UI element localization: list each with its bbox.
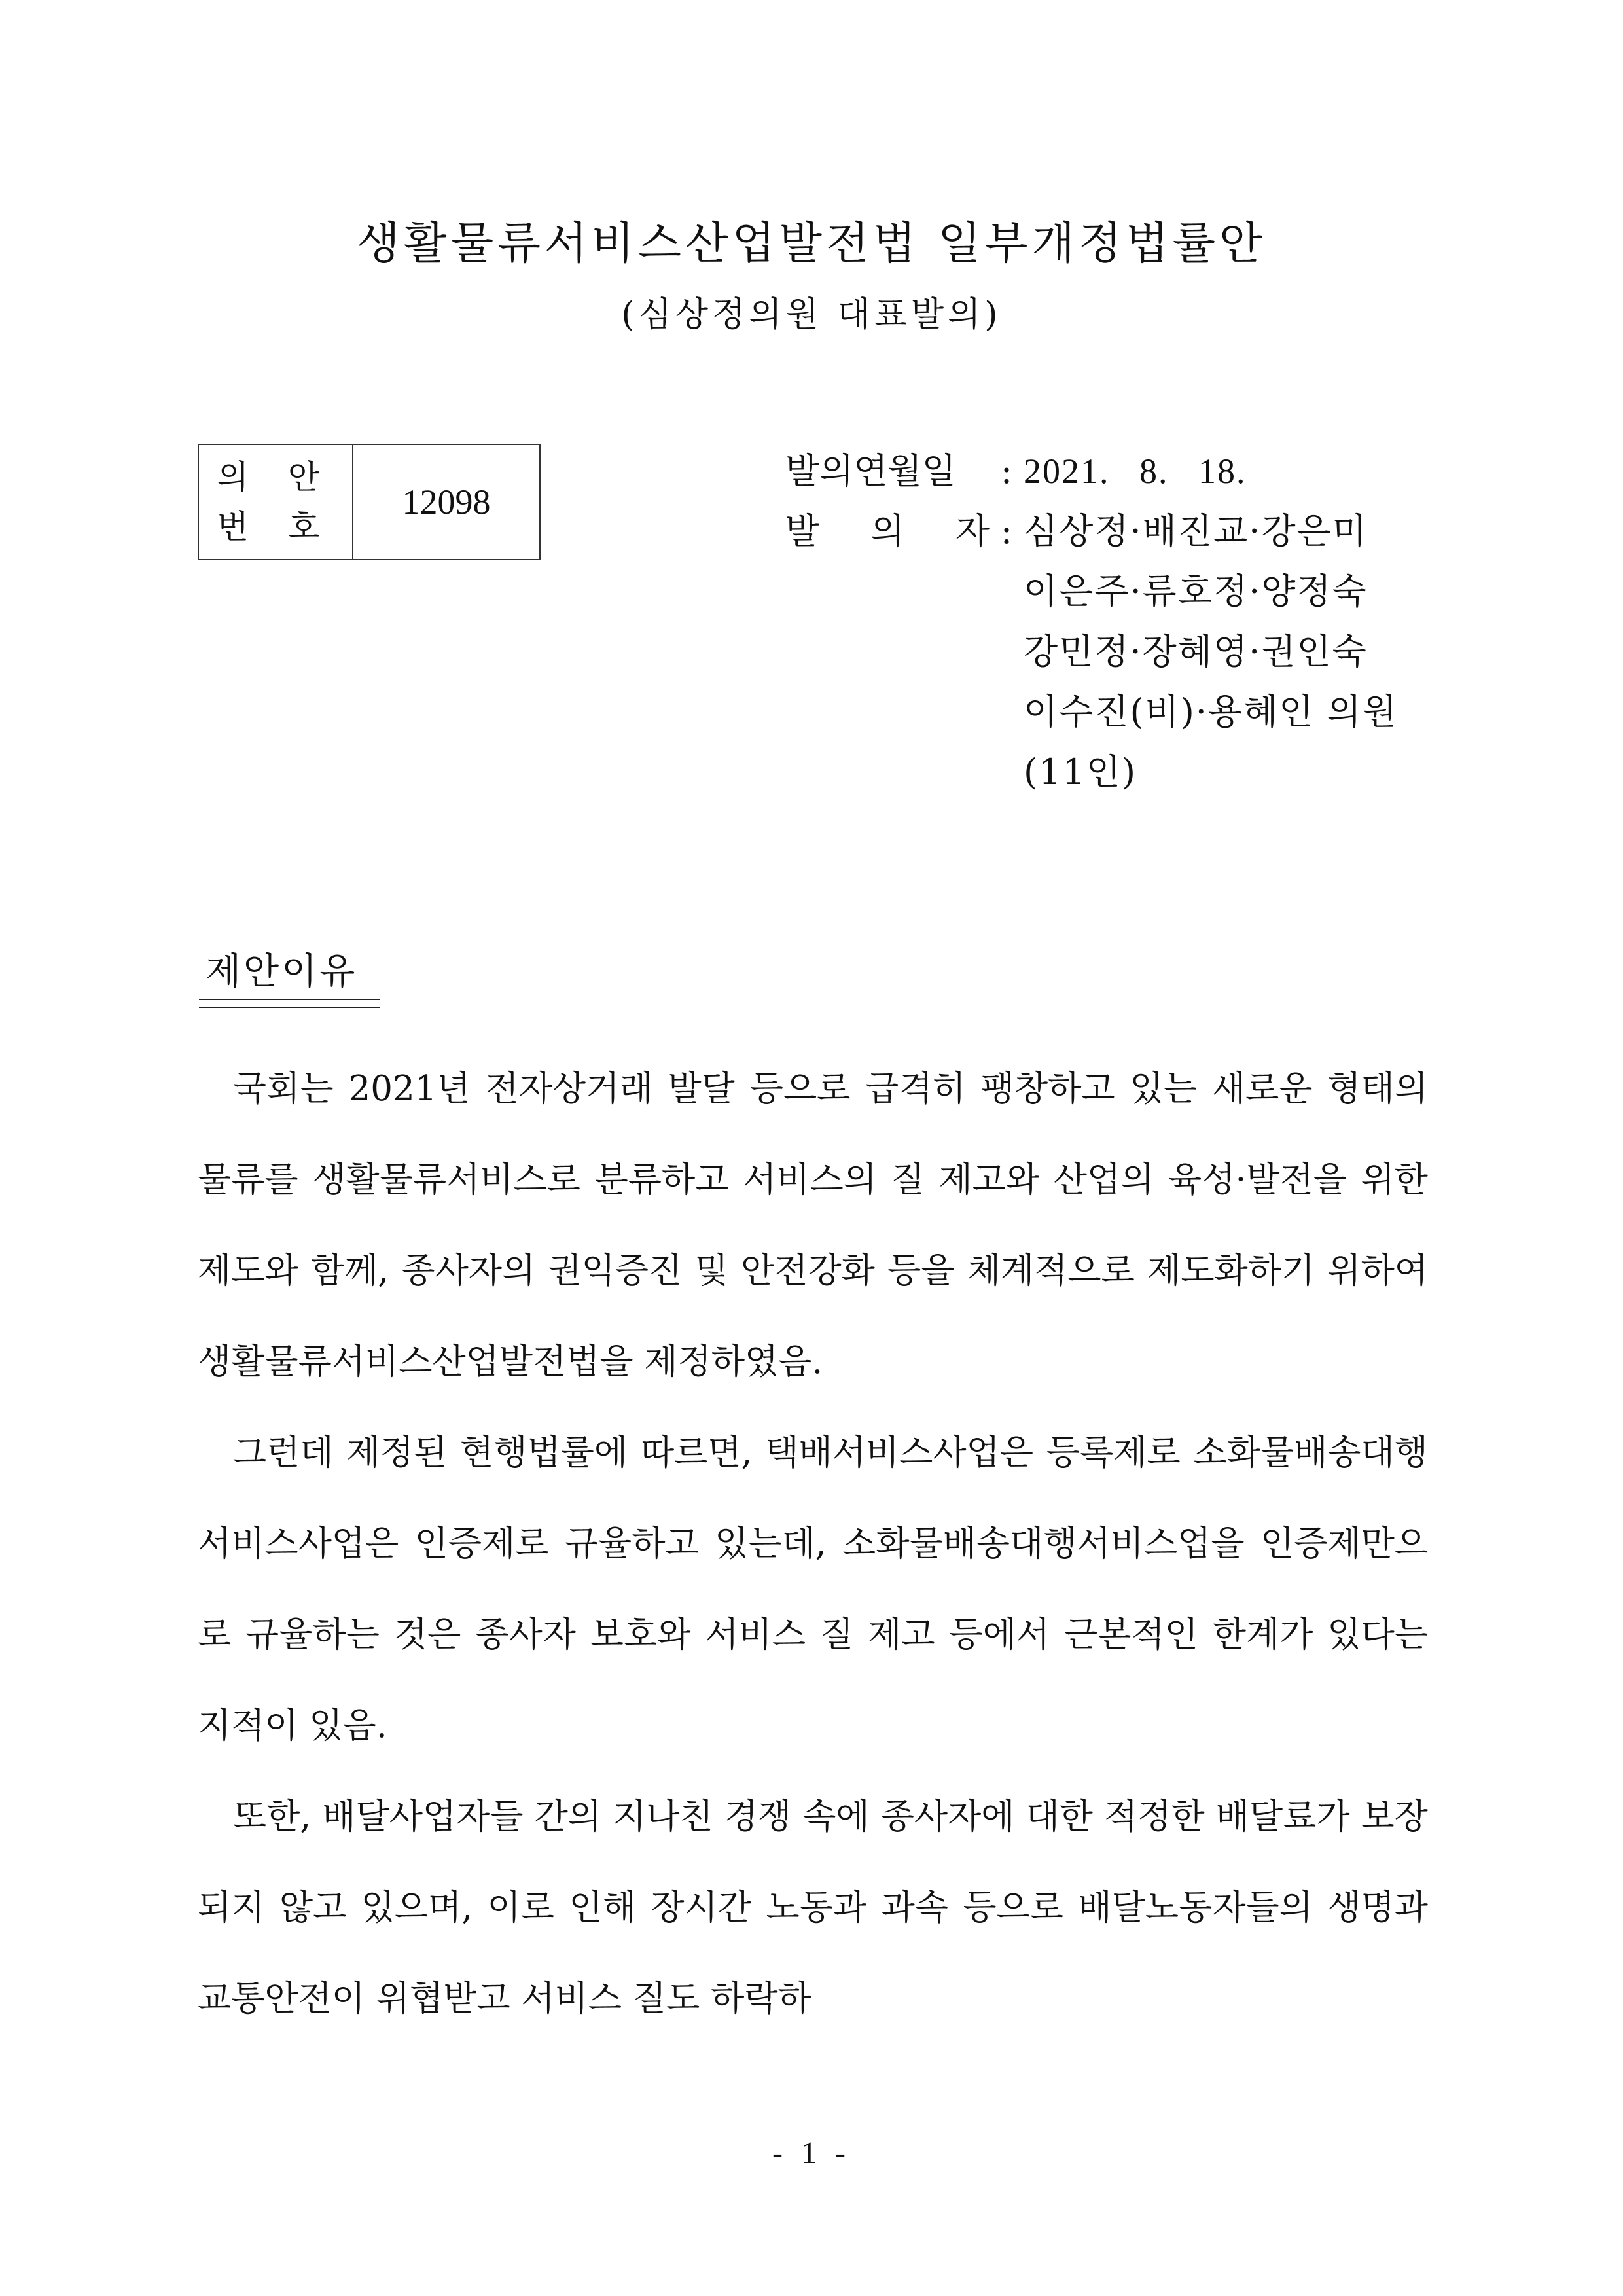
proposer-names: 강민정·장혜영·권인숙 bbox=[1024, 631, 1368, 672]
proposal-date-label: 발의연월일 bbox=[785, 450, 956, 492]
proposer-label: 발 의 자 bbox=[785, 511, 990, 552]
body-text bbox=[198, 1043, 1428, 2044]
bill-label-line-2: 번 호 bbox=[217, 508, 334, 546]
bill-label-line-1: 의 안 bbox=[217, 458, 334, 496]
proposal-meta bbox=[785, 445, 1398, 806]
paragraph: 그런데 제정된 현행법률에 따르면, 택배서비스사업은 등록제로 소화물배송대행서비스사업은 인증제로 규율하고 있는데, 소화물배송대행서비스업을 인증제만으로 규율하는 것은 종사자 보호와 서비스 질 제고 등에서 근본적인 한계가 있다는 지적이 있음. bbox=[198, 1433, 1428, 1746]
paragraph: 또한, 배달사업자들 간의 지나친 경쟁 속에 종사자에 대한 적정한 배달료가 보장되지 않고 있으며, 이로 인해 장시간 노동과 과속 등으로 배달노동자들의 생명과 교통안전이 위협받고 서비스 질도 하락하 bbox=[198, 1797, 1428, 2018]
document-title: 생활물류서비스산업발전법 일부개정법률안 bbox=[357, 218, 1266, 270]
proposer-row bbox=[785, 505, 1398, 565]
colon: : bbox=[1000, 450, 1013, 492]
bill-number-value: 12098 bbox=[402, 482, 491, 522]
proposer-row bbox=[785, 565, 1398, 626]
proposer-count-row bbox=[785, 746, 1398, 806]
bill-number-box bbox=[198, 444, 541, 560]
bill-number-label bbox=[199, 445, 353, 559]
proposal-date-value: 2021. 8. 18. bbox=[1024, 452, 1247, 491]
proposer-row bbox=[785, 626, 1398, 686]
proposer-count: (11인) bbox=[1024, 751, 1137, 793]
proposer-names: 심상정·배진교·강은미 bbox=[1024, 511, 1368, 552]
proposer-row bbox=[785, 686, 1398, 746]
colon: : bbox=[1000, 511, 1013, 552]
page-number: - 1 - bbox=[772, 2136, 851, 2170]
section-heading-underline bbox=[199, 999, 380, 1008]
document-subtitle: (심상정의원 대표발의) bbox=[621, 295, 1002, 334]
proposer-names: 이수진(비)·용혜인 의원 bbox=[1024, 691, 1398, 732]
section-heading: 제안이유 bbox=[205, 950, 358, 993]
proposal-date-row bbox=[785, 445, 1398, 505]
paragraph: 국회는 2021년 전자상거래 발달 등으로 급격히 팽창하고 있는 새로운 형태의 물류를 생활물류서비스로 분류하고 서비스의 질 제고와 산업의 육성·발전을 위한 제도와 함께, 종사자의 권익증진 및 안전강화 등을 체계적으로 제도화하기 위하여 생활물류서비스산업발전법을 제정하였음. bbox=[198, 1069, 1428, 1382]
proposer-names: 이은주·류호정·양정숙 bbox=[1024, 571, 1368, 612]
